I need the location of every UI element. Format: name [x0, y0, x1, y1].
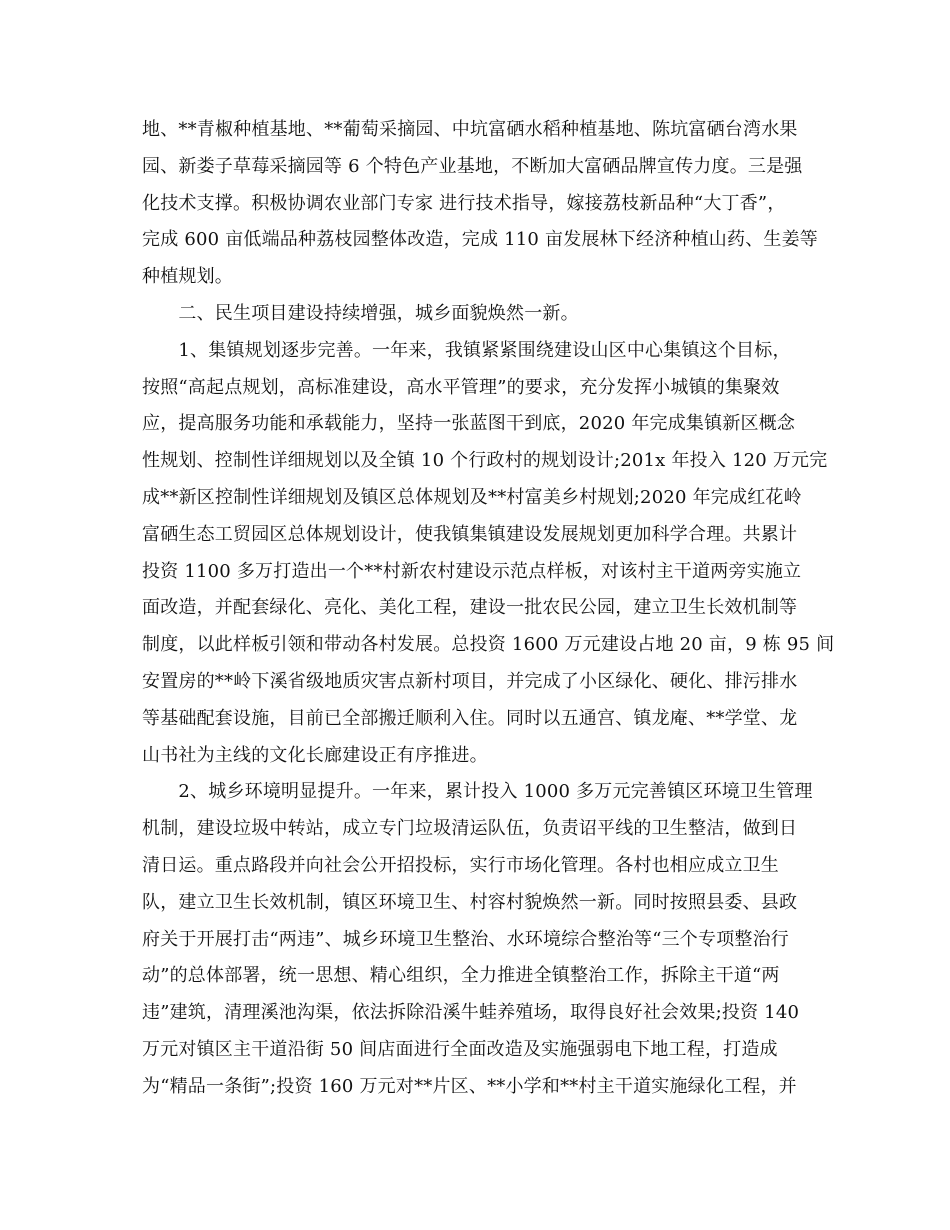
text-line: 府关于开展打击“两违”、城乡环境卫生整治、水环境综合整治等“三个专项整治行	[142, 928, 790, 950]
text-line: 违”建筑，清理溪池沟渠，依法拆除沿溪牛蛙养殖场，取得良好社会效果;投资 140	[142, 1002, 800, 1024]
text-line: 应，提高服务功能和承载能力，坚持一张蓝图干到底，2020 年完成集镇新区概念	[142, 413, 796, 435]
text-line: 按照“高起点规划，高标准建设，高水平管理”的要求，充分发挥小城镇的集聚效	[142, 376, 780, 398]
text-line: 2、城乡环境明显提升。一年来，累计投入 1000 多万元完善镇区环境卫生管理	[142, 781, 813, 803]
section-heading: 二、民生项目建设持续增强，城乡面貌焕然一新。	[142, 302, 579, 324]
text-line: 安置房的**岭下溪省级地质灾害点新村项目，并完成了小区绿化、硬化、排污排水	[142, 670, 798, 692]
text-line: 山书社为主线的文化长廊建设正有序推进。	[142, 744, 488, 766]
text-line: 成**新区控制性详细规划及镇区总体规划及**村富美乡村规划;2020 年完成红花岭	[142, 486, 802, 508]
text-line: 化技术支撑。积极协调农业部门专家 进行技术指导，嫁接荔枝新品种“大丁香”，	[142, 192, 786, 214]
text-line: 机制，建设垃圾中转站，成立专门垃圾清运队伍，负责诏平线的卫生整洁，做到日	[142, 818, 798, 840]
text-line: 动”的总体部署，统一思想、精心组织，全力推进全镇整治工作，拆除主干道“两	[142, 965, 780, 987]
text-line: 1、集镇规划逐步完善。一年来，我镇紧紧围绕建设山区中心集镇这个目标，	[142, 339, 791, 361]
text-line: 种植规划。	[142, 266, 233, 288]
text-line: 等基础配套设施，目前已全部搬迁顺利入住。同时以五通宫、镇龙庵、**学堂、龙	[142, 707, 798, 729]
text-line: 面改造，并配套绿化、亮化、美化工程，建设一批农民公园，建立卫生长效机制等	[142, 597, 798, 619]
document-body	[142, 112, 835, 1106]
text-line: 园、新娄子草莓采摘园等 6 个特色产业基地，不断加大富硒品牌宣传力度。三是强	[142, 155, 803, 177]
text-line: 投资 1100 多万打造出一个**村新农村建设示范点样板，对该村主干道两旁实施立	[142, 560, 802, 582]
text-line: 万元对镇区主干道沿街 50 间店面进行全面改造及实施强弱电下地工程，打造成	[142, 1038, 778, 1060]
text-line: 清日运。重点路段并向社会公开招投标，实行市场化管理。各村也相应成立卫生	[142, 854, 779, 876]
text-line: 为“精品一条街”;投资 160 万元对**片区、**小学和**村主干道实施绿化工程，并	[142, 1075, 797, 1097]
text-line: 队，建立卫生长效机制，镇区环境卫生、村容村貌焕然一新。同时按照县委、县政	[142, 891, 798, 913]
text-line: 性规划、控制性详细规划以及全镇 10 个行政村的规划设计;201x 年投入 120 万元完	[142, 450, 828, 472]
text-line: 完成 600 亩低端品种荔枝园整体改造，完成 110 亩发展林下经济种植山药、生姜等	[142, 229, 818, 251]
text-line: 制度，以此样板引领和带动各村发展。总投资 1600 万元建设占地 20 亩，9 栋 95 间	[142, 634, 835, 656]
text-line: 富硒生态工贸园区总体规划设计，使我镇集镇建设发展规划更加科学合理。共累计	[142, 523, 798, 545]
text-line: 地、**青椒种植基地、**葡萄采摘园、中坑富硒水稻种植基地、陈坑富硒台湾水果	[142, 119, 798, 140]
